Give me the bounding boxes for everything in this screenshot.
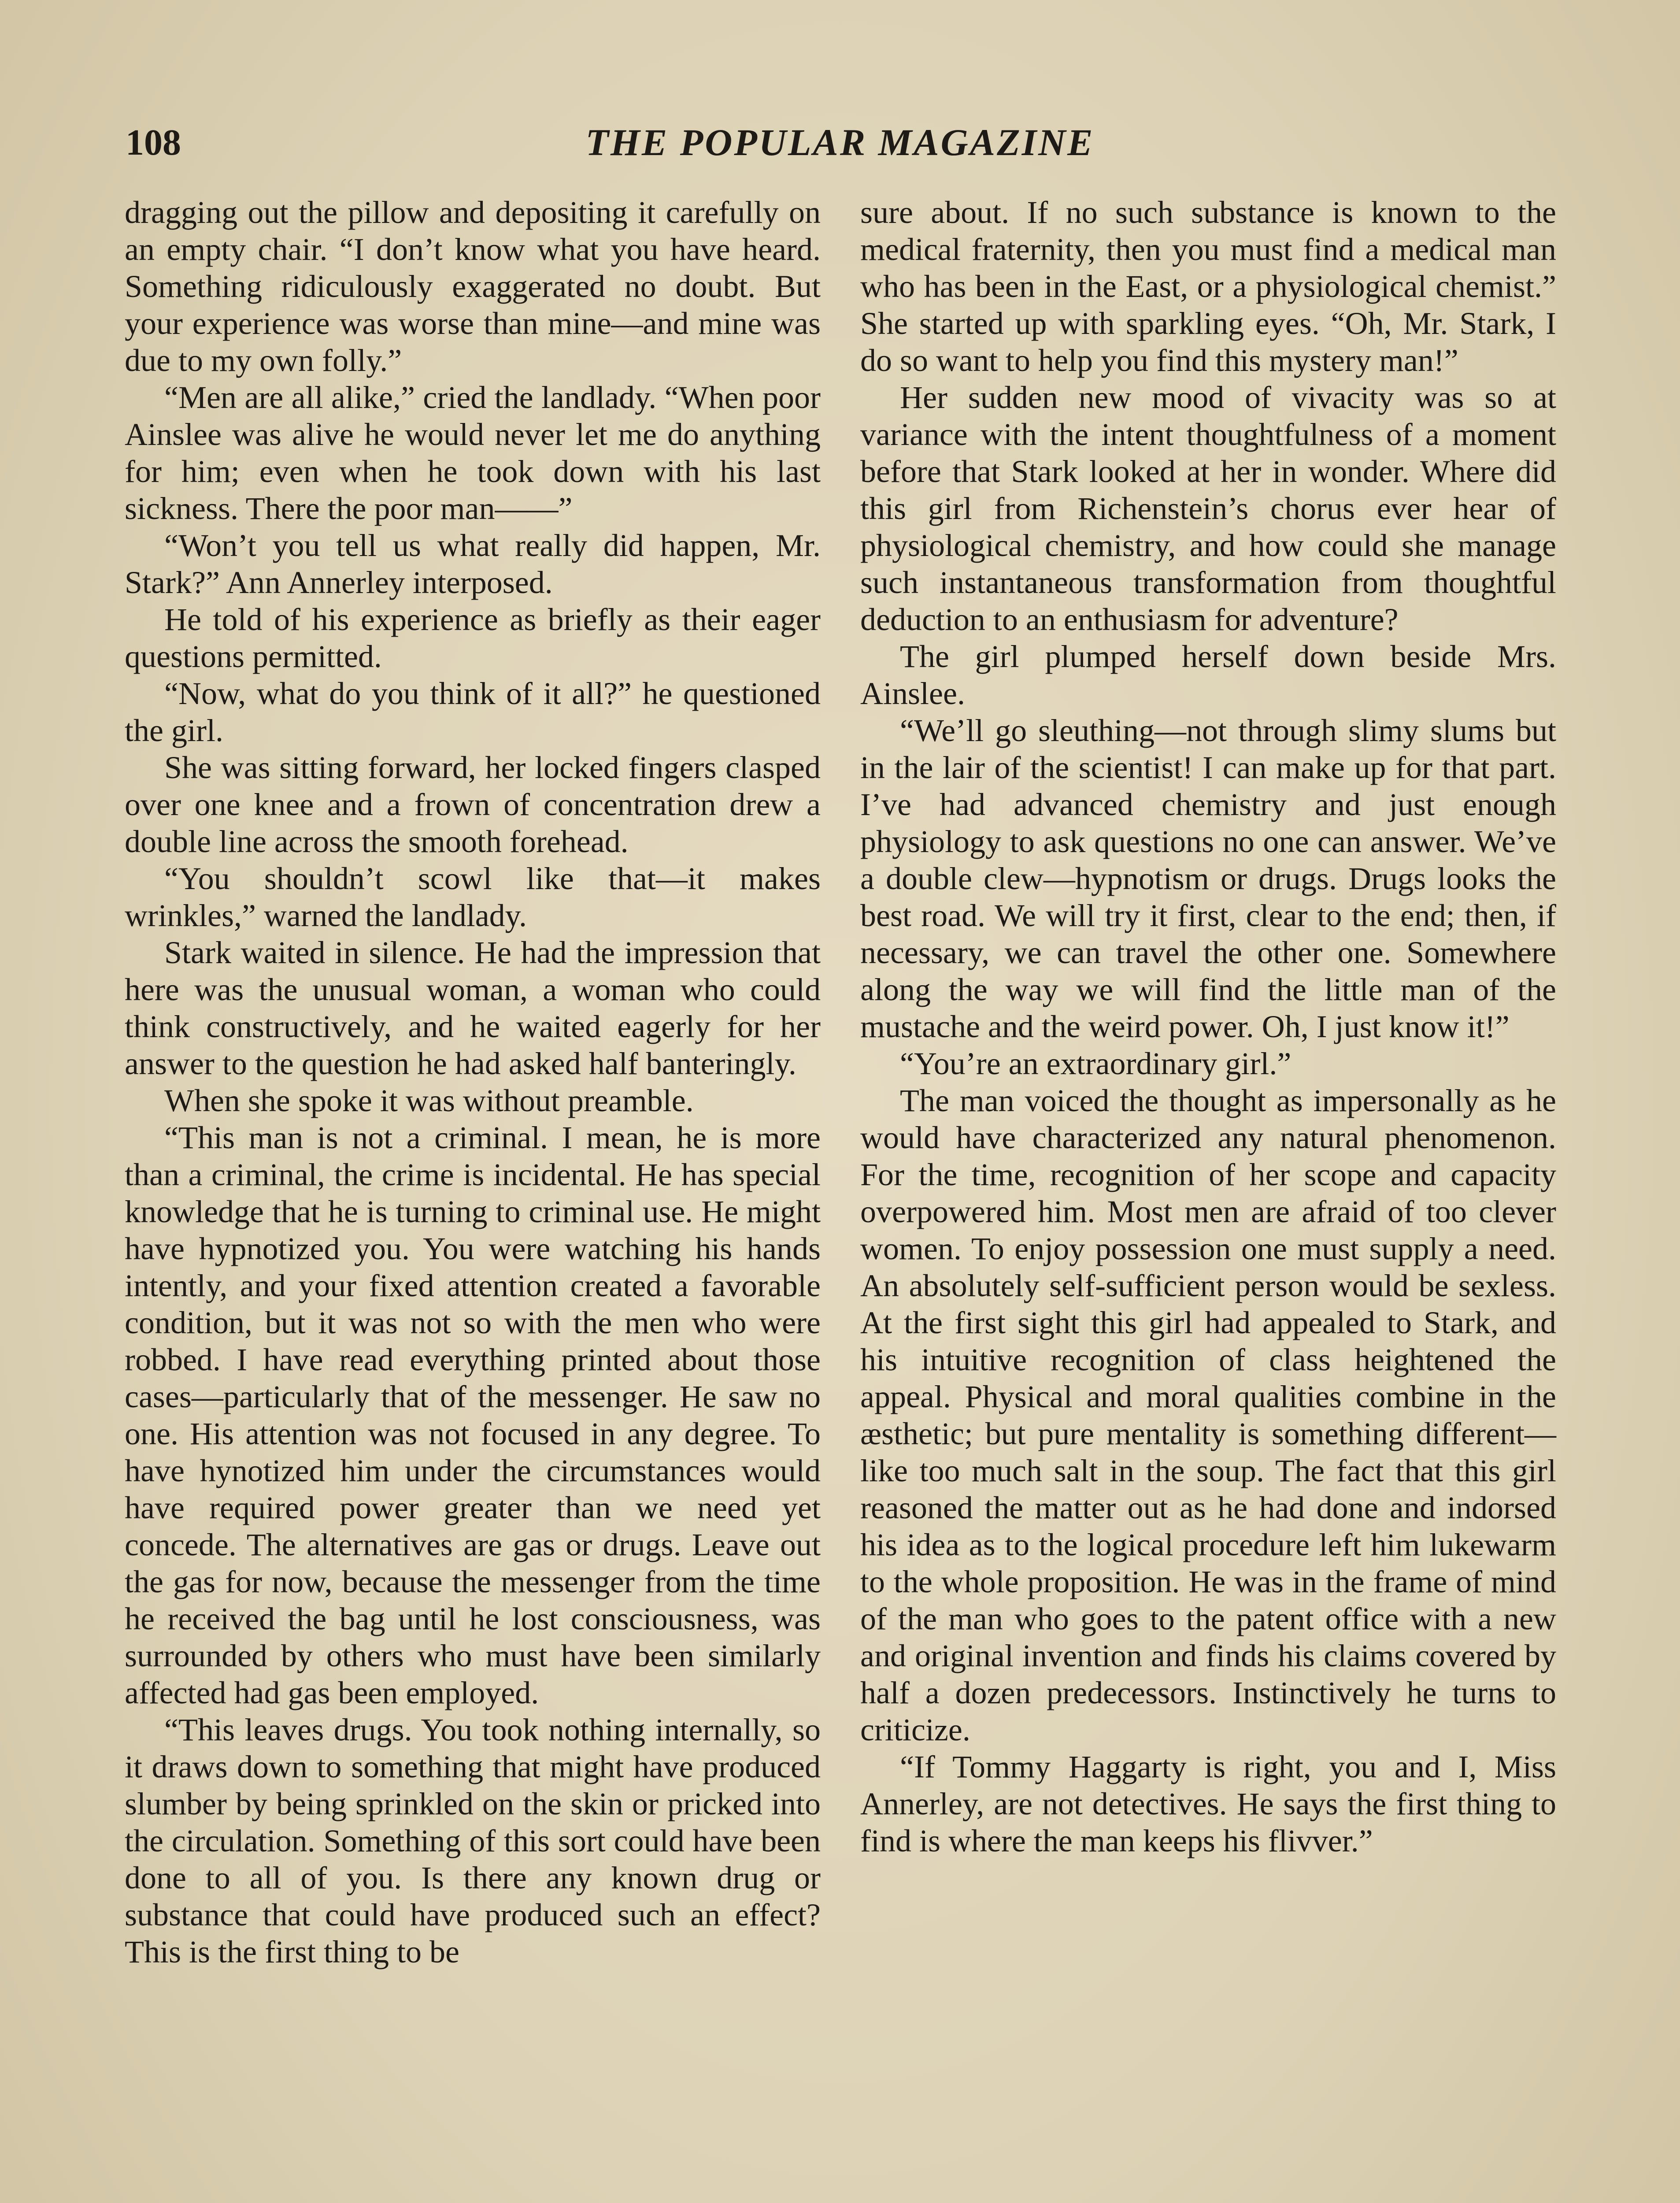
paragraph: “If Tommy Haggarty is right, you and I, Miss Annerley, are not detectives. He says the first thing to find is where the man keeps his flivver.” xyxy=(860,1749,1556,1858)
paragraph: Stark waited in silence. He had the impression that here was the unusual woman, a woman who could think constructively, and he waited eagerly for her answer to the question he had asked half banteringly. xyxy=(125,935,821,1081)
paragraph: She was sitting forward, her locked fingers clasped over one knee and a frown of concentration drew a double line across the smooth forehead. xyxy=(125,750,821,859)
paragraph: “Men are all alike,” cried the landlady. “When poor Ainslee was alive he would never let me do anything for him; even when he took down with his last sickness. There the poor man——” xyxy=(125,380,821,526)
paragraph: “We’ll go sleuthing—not through slimy slums but in the lair of the scientist! I can make up for that part. I’ve had advanced chemistry and just enough physiology to ask questions no one can answer. We’ve a double clew—hypnotism or drugs. Drugs looks the best road. We will try it first, clear to the end; then, if necessary, we can travel the other one. Somewhere along the way we will find the little man of the mustache and the weird power. Oh, I just know it!” xyxy=(860,713,1556,1044)
paragraph: “You’re an extraordinary girl.” xyxy=(900,1046,1291,1081)
paragraph: The girl plumped herself down beside Mrs. Ainslee. xyxy=(860,639,1556,711)
page-header xyxy=(0,112,1680,174)
paragraph: “Won’t you tell us what really did happen, Mr. Stark?” Ann Annerley interposed. xyxy=(125,528,821,600)
magazine-title: THE POPULAR MAGAZINE xyxy=(585,121,1095,163)
paragraph: The man voiced the thought as impersonally as he would have characterized any natural phenomenon. For the time, recognition of her scope and capacity overpowered him. Most men are afraid of too clever women. To enjoy possession one must supply a need. An absolutely self-sufficient person would be sexless. At the first sight this girl had appealed to Stark, and his intuitive recognition of class heightened the appeal. Physical and moral qualities combine in the æsthetic; but pure mentality is something different—like too much salt in the soup. The fact that this girl reasoned the matter out as he had done and indorsed his idea as to the logical procedure left him lukewarm to the whole proposition. He was in the frame of mind of the man who goes to the patent office with a new and original invention and finds his claims covered by half a dozen predecessors. Instinctively he turns to criticize. xyxy=(860,1083,1556,1747)
page-number: 108 xyxy=(126,122,181,163)
paragraph: When she spoke it was without preamble. xyxy=(164,1083,694,1118)
paragraph: “You shouldn’t scowl like that—it makes wrinkles,” warned the landlady. xyxy=(125,861,821,933)
paragraph: “This leaves drugs. You took nothing internally, so it draws down to something that might have produced slumber by being sprinkled on the skin or pricked into the circulation. Something of this sort could have been done to all of you. Is there any known drug or substance that could have produced such an effect? This is the first thing to be xyxy=(125,1712,821,1969)
paragraph: “Now, what do you think of it all?” he questioned the girl. xyxy=(125,676,821,748)
right-column xyxy=(860,194,1556,1859)
paragraph: sure about. If no such substance is known to the medical fraternity, then you must find a medical man who has been in the East, or a physiological chemist.” She started up with sparkling eyes. “Oh, Mr. Stark, I do so want to help you find this mystery man!” xyxy=(860,195,1556,378)
paragraph: dragging out the pillow and depositing it carefully on an empty chair. “I don’t know what you have heard. Something ridiculously exaggerated no doubt. But your experience was worse than mine—and mine was due to my own folly.” xyxy=(125,195,821,378)
paragraph: “This man is not a criminal. I mean, he is more than a criminal, the crime is incidental. He has special knowledge that he is turning to criminal use. He might have hypnotized you. You were watching his hands intently, and your fixed attention created a favorable condition, but it was not so with the men who were robbed. I have read everything printed about those cases—particularly that of the messenger. He saw no one. His attention was not focused in any degree. To have hynotized him under the circumstances would have required power greater than we need yet concede. The alternatives are gas or drugs. Leave out the gas for now, because the messenger from the time he received the bag until he lost consciousness, was surrounded by others who must have been similarly affected had gas been employed. xyxy=(125,1120,821,1710)
paragraph: Her sudden new mood of vivacity was so at variance with the intent thoughtfulness of a moment before that Stark looked at her in wonder. Where did this girl from Richenstein’s chorus ever hear of physiological chemistry, and how could she manage such instantaneous transformation from thoughtful deduction to an enthusiasm for adventure? xyxy=(860,380,1556,637)
left-column xyxy=(125,194,821,1970)
paragraph: He told of his experience as briefly as their eager questions permitted. xyxy=(125,602,821,674)
